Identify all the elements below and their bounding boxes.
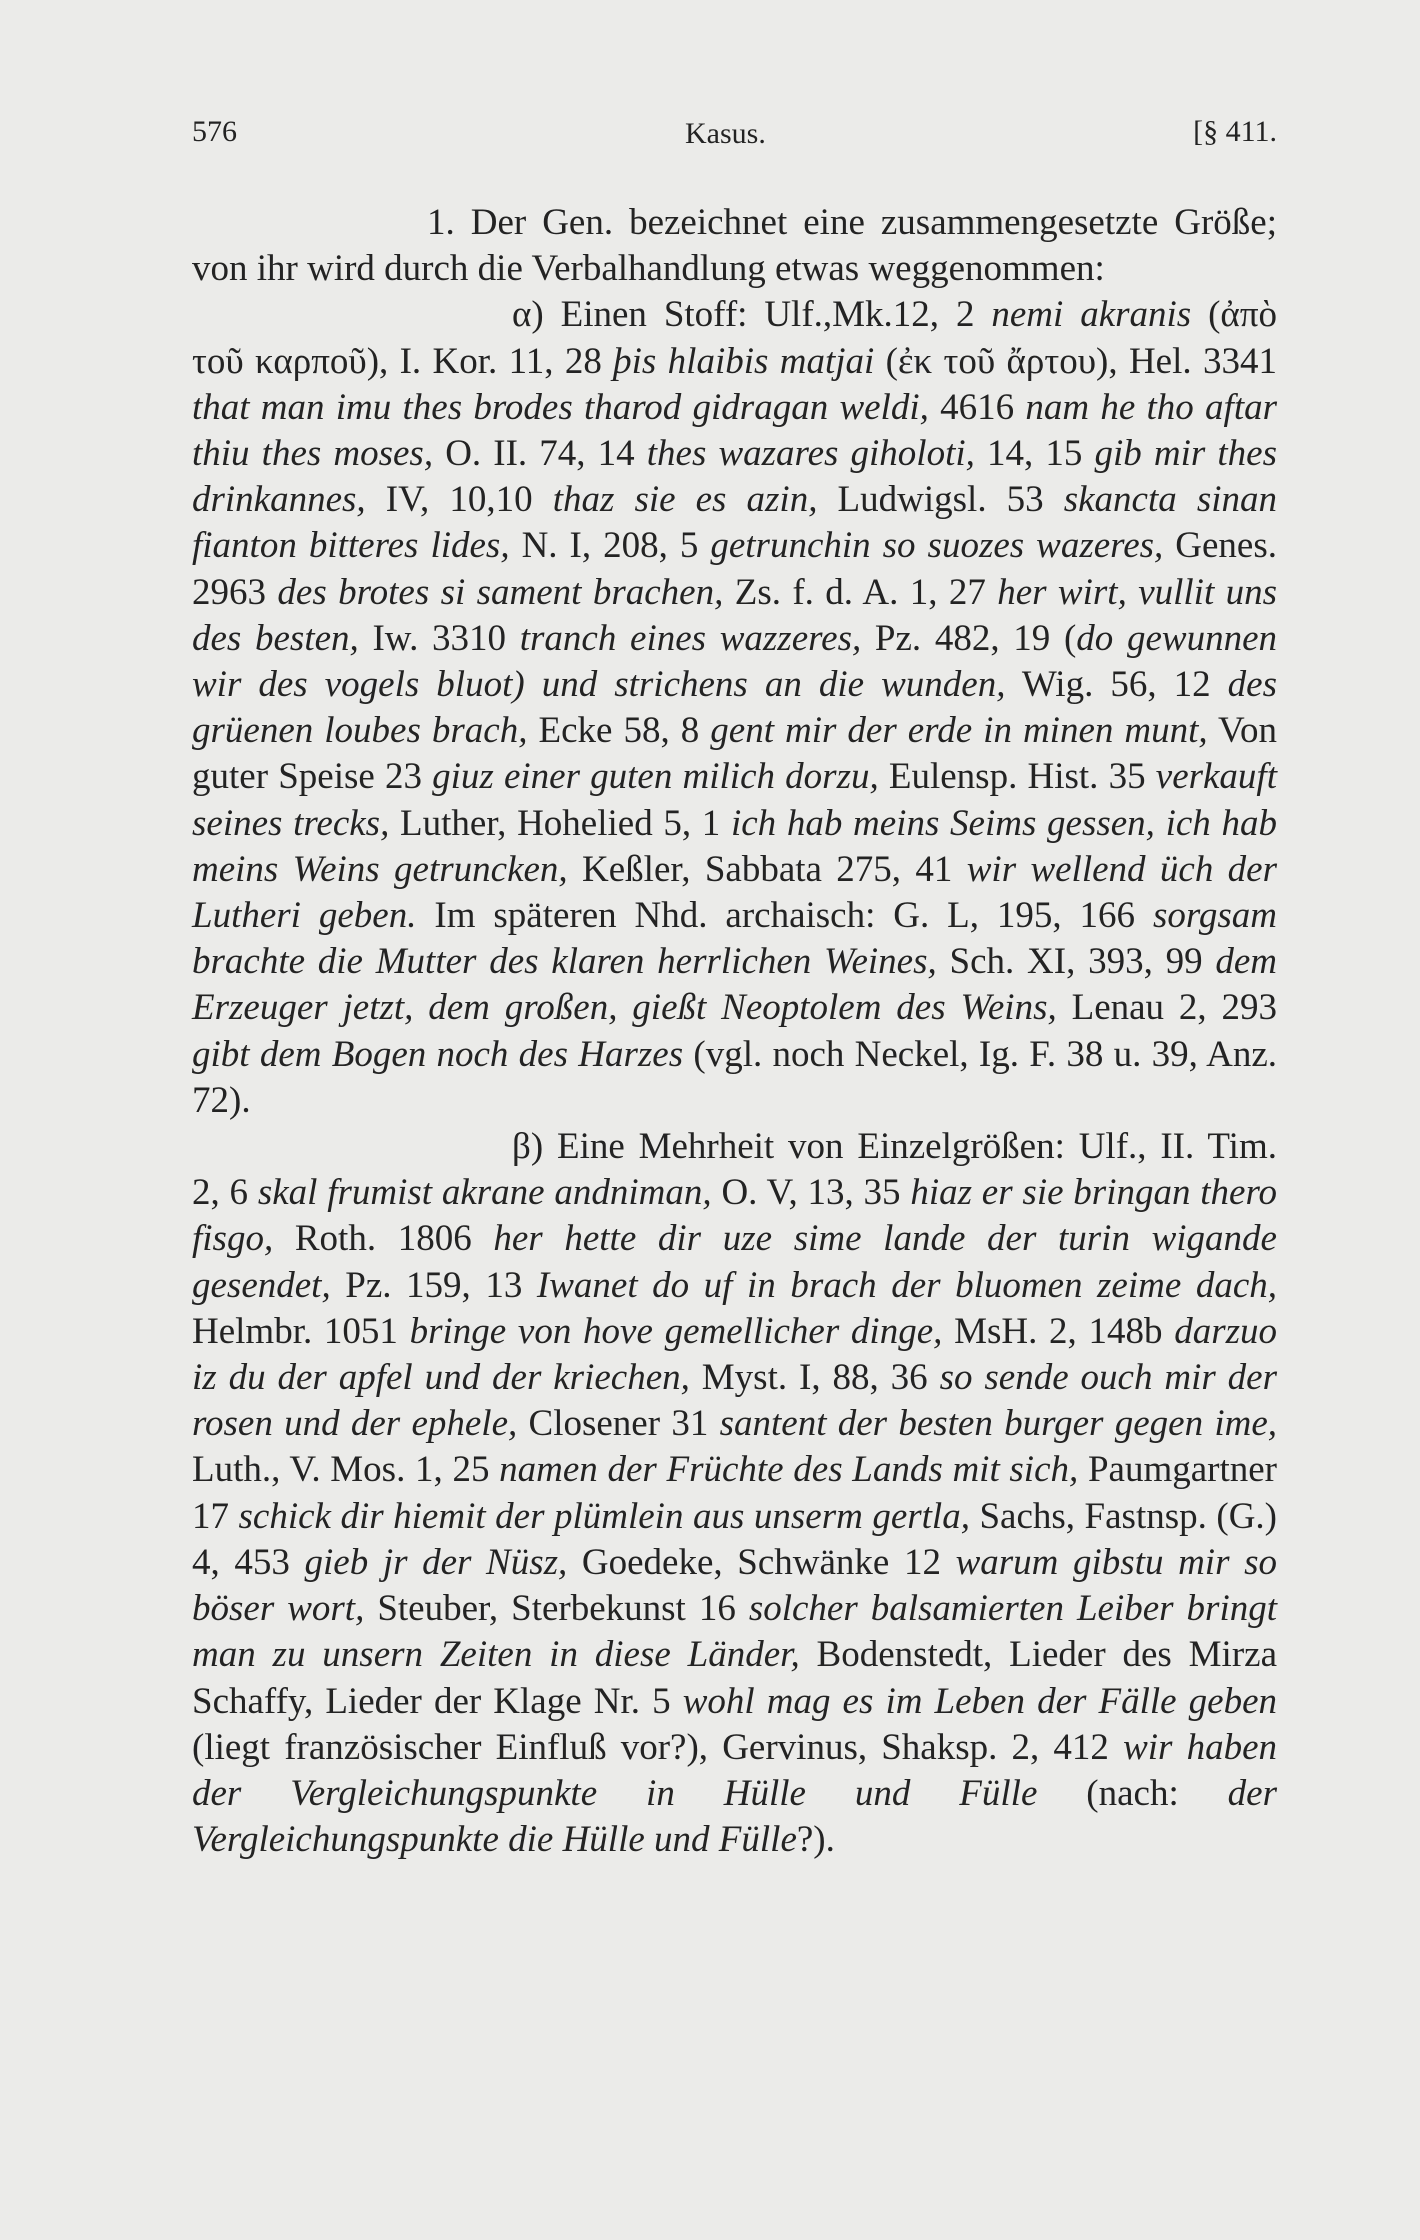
citation-text: Ludwigsl. 53 bbox=[817, 479, 1064, 521]
body-text bbox=[192, 200, 1277, 1863]
quoted-text: schick dir hiemit der plümlein aus unserm gertla, bbox=[238, 1495, 970, 1537]
quoted-text: gib mir thes drinkannes, bbox=[192, 433, 1277, 521]
citation-text: Luth., V. Mos. 1, 25 bbox=[192, 1449, 500, 1491]
quoted-text: giuz einer guten milich dorzu, bbox=[432, 756, 879, 798]
citation-text: Steuber, Sterbekunst 16 bbox=[364, 1588, 749, 1630]
citation-text: Im späteren Nhd. archaisch: G. L, 195, 166 bbox=[416, 895, 1153, 937]
paragraph-intro bbox=[192, 200, 1277, 292]
citation-text: (ἐκ τοῦ ἄρτου), Hel. 3341 bbox=[874, 340, 1277, 382]
section-reference: [§ 411. bbox=[1193, 115, 1277, 148]
quoted-text: Iwanet do uf in brach der bluomen zeime dach, bbox=[536, 1264, 1277, 1306]
citation-text: 1. Der Gen. bezeichnet eine zusammengesetzte Größe; von ihr wird durch die Verbalhandlung etwas weggenommen: bbox=[192, 202, 1277, 290]
quoted-text: der Vergleichungspunkte die Hülle und Fülle bbox=[192, 1772, 1277, 1861]
quoted-text: des grüenen loubes brach, bbox=[192, 664, 1277, 752]
quoted-text: wir haben der Vergleichungspunkte in Hülle und Fülle bbox=[192, 1726, 1278, 1814]
quoted-text: gibt dem Bogen noch des Harzes bbox=[192, 1033, 684, 1075]
quoted-text: do gewunnen wir des vogels bluot) und strichens an die wunden, bbox=[192, 617, 1278, 706]
citation-text: (nach: bbox=[1037, 1772, 1228, 1814]
citation-text: Zs. f. d. A. 1, 27 bbox=[723, 571, 998, 613]
paragraph-alpha bbox=[192, 292, 1277, 1124]
quoted-text: tranch eines wazzeres, bbox=[519, 617, 862, 659]
quoted-text: wohl mag es im Leben der Fälle geben bbox=[682, 1680, 1277, 1722]
citation-text: Pz. 482, 19 ( bbox=[861, 617, 1077, 659]
citation-text: MsH. 2, 148b bbox=[942, 1310, 1175, 1352]
citation-text: Keßler, Sabbata 275, 41 bbox=[567, 848, 967, 890]
citation-text: Closener 31 bbox=[517, 1403, 720, 1445]
citation-text: Sachs, Fastnsp. (G.) 4, 453 bbox=[192, 1495, 1278, 1583]
citation-text: Roth. 1806 bbox=[273, 1218, 494, 1260]
running-header bbox=[192, 115, 1277, 165]
quoted-text: her wirt, vullit uns des besten, bbox=[192, 571, 1278, 659]
quoted-text: skal frumist akrane andniman, bbox=[257, 1172, 712, 1214]
quoted-text: skancta sinan fianton bitteres lides, bbox=[192, 479, 1278, 567]
citation-text: β) Eine Mehrheit von Einzelgrößen: Ulf., II. Tim. 2, 6 bbox=[192, 1126, 1277, 1214]
citation-text: Iw. 3310 bbox=[358, 617, 520, 659]
quoted-text: that man imu thes brodes tharod gidragan weldi, bbox=[192, 386, 929, 428]
citation-text: α) Einen Stoff: Ulf.,Mk.12, 2 bbox=[512, 294, 992, 336]
citation-text: Lenau 2, 293 bbox=[1056, 987, 1278, 1029]
citation-text: Wig. 56, 12 bbox=[1005, 664, 1228, 706]
quoted-text: nam he tho aftar thiu thes moses, bbox=[192, 386, 1278, 475]
quoted-text: hiaz er sie bringan thero fisgo, bbox=[192, 1172, 1277, 1260]
quoted-text: santent der besten burger gegen ime, bbox=[719, 1403, 1278, 1445]
citation-text: (ἀπὸ τοῦ καρποῦ), I. Kor. 11, 28 bbox=[192, 294, 1277, 382]
quoted-text: her hette dir uze sime lande der turin wigande gesendet, bbox=[192, 1218, 1277, 1306]
citation-text: IV, 10,10 bbox=[365, 479, 553, 521]
quoted-text: thaz sie es azin, bbox=[552, 479, 818, 521]
citation-text: O. II. 74, 14 bbox=[433, 433, 647, 475]
citation-text: Paumgartner 17 bbox=[192, 1449, 1277, 1537]
quoted-text: thes wazares giholoti, bbox=[646, 433, 975, 475]
quoted-text: dem Erzeuger jetzt, dem großen, gießt Neoptolem des Weins, bbox=[192, 941, 1277, 1029]
quoted-text: wir wellend üch der Lutheri geben. bbox=[192, 848, 1277, 937]
quoted-text: verkauft seines trecks, bbox=[192, 756, 1277, 844]
citation-text: Pz. 159, 13 bbox=[330, 1264, 537, 1306]
citation-text: Goedeke, Schwänke 12 bbox=[567, 1541, 956, 1583]
citation-text: ?). bbox=[796, 1819, 835, 1861]
citation-text: Genes. 2963 bbox=[192, 525, 1277, 613]
citation-text: O. V, 13, 35 bbox=[711, 1172, 911, 1214]
quoted-text: ich hab meins Seims gessen, ich hab meins Weins getruncken, bbox=[192, 802, 1277, 890]
quoted-text: nemi akranis bbox=[991, 294, 1192, 336]
quoted-text: so sende ouch mir der rosen und der ephele, bbox=[192, 1357, 1277, 1445]
citation-text: Sch. XI, 393, 99 bbox=[936, 941, 1216, 983]
citation-text: Von guter Speise 23 bbox=[192, 710, 1277, 798]
citation-text: (liegt französischer Einfluß vor?), Gervinus, Shaksp. 2, 412 bbox=[192, 1726, 1124, 1768]
citation-text: N. I, 208, 5 bbox=[509, 525, 711, 567]
quoted-text: sorgsam brachte die Mutter des klaren herrlichen Weines, bbox=[192, 895, 1277, 983]
paragraph-beta bbox=[192, 1124, 1277, 1863]
quoted-text: getrunchin so suozes wazeres, bbox=[710, 525, 1164, 567]
citation-text: Myst. I, 88, 36 bbox=[689, 1357, 940, 1399]
quoted-text: solcher balsamierten Leiber bringt man zu unsern Zeiten in diese Länder, bbox=[192, 1588, 1278, 1676]
running-title: Kasus. bbox=[685, 117, 766, 150]
quoted-text: þis hlaibis matjai bbox=[613, 340, 875, 382]
quoted-text: darzuo iz du der apfel und der kriechen, bbox=[192, 1310, 1277, 1399]
citation-text: 14, 15 bbox=[974, 433, 1095, 475]
quoted-text: warum gibstu mir so böser wort, bbox=[192, 1541, 1278, 1630]
citation-text: Eulensp. Hist. 35 bbox=[878, 756, 1156, 798]
citation-text: Helmbr. 1051 bbox=[192, 1310, 410, 1352]
citation-text: (vgl. noch Neckel, Ig. F. 38 u. 39, Anz. 72). bbox=[192, 1033, 1278, 1121]
quoted-text: gent mir der erde in minen munt, bbox=[710, 710, 1208, 752]
quoted-text: des brotes si sament brachen, bbox=[277, 571, 724, 613]
page-number: 576 bbox=[192, 115, 237, 148]
citation-text: Ecke 58, 8 bbox=[527, 710, 711, 752]
citation-text: 4616 bbox=[928, 386, 1026, 428]
quoted-text: bringe von hove gemellicher dinge, bbox=[409, 1310, 943, 1352]
citation-text: Luther, Hohelied 5, 1 bbox=[389, 802, 731, 844]
quoted-text: gieb jr der Nüsz, bbox=[304, 1541, 568, 1583]
quoted-text: namen der Früchte des Lands mit sich, bbox=[499, 1449, 1079, 1491]
citation-text: Bodenstedt, Lieder des Mirza Schaffy, Lieder der Klage Nr. 5 bbox=[192, 1634, 1277, 1722]
